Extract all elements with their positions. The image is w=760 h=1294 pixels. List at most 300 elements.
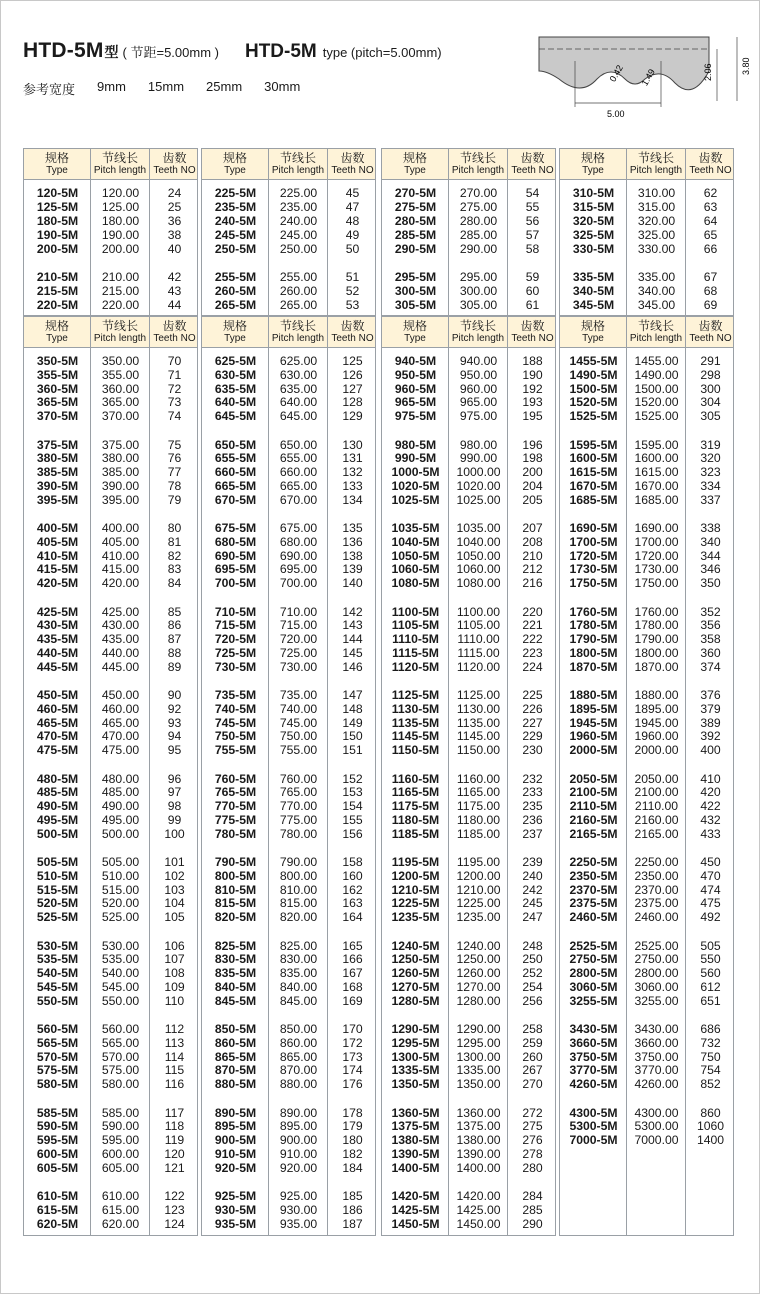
pitch-length: 920.00 xyxy=(279,1160,318,1175)
belt-type: 1180-5M xyxy=(391,812,440,827)
belt-type: 1000-5M xyxy=(391,465,440,480)
pitch-length: 1020.00 xyxy=(456,478,501,493)
pitch-length: 625.00 xyxy=(279,354,318,368)
teeth-count: 56 xyxy=(525,214,540,228)
pitch-length: 670.00 xyxy=(279,492,318,507)
pitch-length: 330.00 xyxy=(637,242,676,256)
belt-type: 2370-5M xyxy=(569,882,618,897)
table-row xyxy=(382,521,557,535)
teeth-count: 208 xyxy=(522,534,543,549)
header-type-cn: 规格 xyxy=(402,318,427,333)
belt-type: 635-5M xyxy=(214,381,257,396)
table-row xyxy=(382,939,557,953)
teeth-count: 193 xyxy=(522,395,543,410)
table-row xyxy=(24,827,199,841)
teeth-count: 226 xyxy=(522,701,543,716)
belt-type: 765-5M xyxy=(214,785,257,800)
teeth-count: 276 xyxy=(522,1133,543,1148)
pitch-length: 650.00 xyxy=(279,437,318,452)
belt-type: 1150-5M xyxy=(391,743,440,758)
pitch-length: 1455.00 xyxy=(634,354,679,368)
pitch-length: 375.00 xyxy=(101,437,140,452)
belt-type: 2800-5M xyxy=(569,966,618,981)
table-row xyxy=(24,1147,199,1161)
table-row xyxy=(560,186,735,200)
table-row xyxy=(24,813,199,827)
table-row xyxy=(202,354,377,368)
belt-type: 595-5M xyxy=(36,1133,79,1148)
belt-type: 380-5M xyxy=(36,451,79,466)
table-row xyxy=(24,1119,199,1133)
table-header xyxy=(381,148,556,180)
title-model: HTD-5M xyxy=(23,39,104,62)
table-body xyxy=(201,180,376,316)
table-row xyxy=(382,479,557,493)
pitch-length: 2165.00 xyxy=(634,826,679,841)
table-row xyxy=(202,242,377,256)
table-row xyxy=(24,409,199,423)
teeth-count: 389 xyxy=(700,715,721,730)
belt-type: 1615-5M xyxy=(569,465,618,480)
belt-type: 700-5M xyxy=(214,576,257,591)
teeth-count: 169 xyxy=(342,993,363,1008)
pitch-length: 495.00 xyxy=(101,812,140,827)
table-row xyxy=(202,1161,377,1175)
belt-type: 3060-5M xyxy=(569,979,618,994)
belt-type: 1290-5M xyxy=(391,1022,440,1036)
pitch-length: 1375.00 xyxy=(456,1119,501,1134)
belt-type: 370-5M xyxy=(36,409,79,424)
belt-type: 335-5M xyxy=(572,270,615,284)
pitch-length: 450.00 xyxy=(101,688,140,702)
pitch-length: 710.00 xyxy=(279,604,318,619)
belt-type: 5300-5M xyxy=(569,1119,618,1134)
teeth-count: 120 xyxy=(164,1146,185,1161)
table-row xyxy=(560,1036,735,1050)
table-row xyxy=(202,660,377,674)
teeth-count: 422 xyxy=(700,799,721,814)
pitch-length: 1750.00 xyxy=(634,576,679,591)
table-row xyxy=(382,632,557,646)
table-row xyxy=(382,409,557,423)
table-row xyxy=(382,228,557,242)
row-group xyxy=(560,855,735,924)
teeth-count: 254 xyxy=(522,979,543,994)
table-row xyxy=(202,702,377,716)
teeth-count: 79 xyxy=(167,492,182,507)
header-pitch-length xyxy=(91,149,150,179)
pitch-length: 1690.00 xyxy=(634,521,679,535)
table-row xyxy=(24,479,199,493)
table-row xyxy=(202,479,377,493)
belt-type: 560-5M xyxy=(36,1022,79,1036)
header-type-en: Type xyxy=(224,333,246,345)
header-teeth-no xyxy=(508,149,557,179)
table-row xyxy=(202,939,377,953)
belt-type: 1235-5M xyxy=(391,910,440,925)
pitch-length: 1235.00 xyxy=(456,910,501,925)
table-row xyxy=(24,465,199,479)
width-value: 9mm xyxy=(97,79,126,94)
teeth-count: 346 xyxy=(700,562,721,577)
pitch-length: 1180.00 xyxy=(456,812,501,827)
pitch-length: 365.00 xyxy=(101,395,140,410)
table-row xyxy=(560,438,735,452)
table-row xyxy=(382,395,557,409)
table-row xyxy=(560,451,735,465)
header-type xyxy=(560,317,627,347)
teeth-count: 260 xyxy=(522,1049,543,1064)
pitch-length: 2350.00 xyxy=(634,868,679,883)
table-row xyxy=(202,562,377,576)
teeth-count: 256 xyxy=(522,993,543,1008)
header-pitch-length-en: Pitch length xyxy=(93,165,147,177)
belt-type: 510-5M xyxy=(36,868,79,883)
belt-type: 440-5M xyxy=(36,645,79,660)
belt-type: 2375-5M xyxy=(569,896,618,911)
table-header xyxy=(201,148,376,180)
table-row xyxy=(560,869,735,883)
teeth-count: 74 xyxy=(167,409,182,424)
teeth-count: 320 xyxy=(700,451,721,466)
teeth-count: 99 xyxy=(167,812,182,827)
belt-type: 735-5M xyxy=(214,688,257,702)
teeth-count: 267 xyxy=(522,1063,543,1078)
pitch-length: 1450.00 xyxy=(456,1216,501,1231)
pitch-length: 1035.00 xyxy=(456,521,501,535)
belt-type: 1525-5M xyxy=(569,409,618,424)
teeth-count: 73 xyxy=(167,395,182,410)
table-row xyxy=(560,605,735,619)
header-pitch-length xyxy=(627,149,686,179)
belt-type: 1300-5M xyxy=(391,1049,440,1064)
row-group xyxy=(560,1106,735,1147)
belt-type: 575-5M xyxy=(36,1063,79,1078)
belt-type: 450-5M xyxy=(36,688,79,702)
teeth-count: 376 xyxy=(700,688,721,702)
belt-type: 270-5M xyxy=(394,186,437,200)
belt-type: 580-5M xyxy=(36,1077,79,1092)
table-row xyxy=(560,382,735,396)
header-teeth-no-cn: 齿数 xyxy=(340,318,365,333)
table-row xyxy=(202,186,377,200)
teeth-count: 138 xyxy=(342,548,363,563)
table-row xyxy=(24,799,199,813)
pitch-length: 740.00 xyxy=(279,701,318,716)
table-row xyxy=(382,576,557,590)
pitch-length: 835.00 xyxy=(279,966,318,981)
table-row xyxy=(560,785,735,799)
table-row xyxy=(24,743,199,757)
table-row xyxy=(560,395,735,409)
belt-type: 530-5M xyxy=(36,938,79,953)
teeth-count: 258 xyxy=(522,1022,543,1036)
width-label: 参考宽度 xyxy=(23,82,76,97)
table-row xyxy=(382,785,557,799)
pitch-length: 590.00 xyxy=(101,1119,140,1134)
teeth-count: 216 xyxy=(522,576,543,591)
pitch-length: 1685.00 xyxy=(634,492,679,507)
row-group xyxy=(24,1106,199,1175)
header-type-cn: 规格 xyxy=(44,150,69,165)
pitch-length: 490.00 xyxy=(101,799,140,814)
teeth-count: 134 xyxy=(342,492,363,507)
pitch-length: 405.00 xyxy=(101,534,140,549)
table-row xyxy=(382,186,557,200)
pitch-length: 910.00 xyxy=(279,1146,318,1161)
table-row xyxy=(560,1022,735,1036)
table-row xyxy=(24,1133,199,1147)
pitch-length: 1420.00 xyxy=(456,1189,501,1203)
belt-type: 670-5M xyxy=(214,492,257,507)
teeth-count: 174 xyxy=(342,1063,363,1078)
pitch-length: 345.00 xyxy=(637,298,676,312)
pitch-length: 840.00 xyxy=(279,979,318,994)
belt-type: 610-5M xyxy=(36,1189,79,1203)
header-teeth-no xyxy=(328,317,377,347)
teeth-count: 81 xyxy=(167,534,182,549)
belt-type: 1260-5M xyxy=(391,966,440,981)
size-table xyxy=(201,148,376,316)
table-row xyxy=(24,646,199,660)
table-row xyxy=(382,368,557,382)
belt-type: 1390-5M xyxy=(391,1146,440,1161)
header-type-en: Type xyxy=(224,165,246,177)
pitch-length: 850.00 xyxy=(279,1022,318,1036)
row-group xyxy=(202,1022,377,1091)
teeth-count: 164 xyxy=(342,910,363,925)
header-type-cn: 规格 xyxy=(222,150,247,165)
belt-type: 1375-5M xyxy=(391,1119,440,1134)
teeth-count: 278 xyxy=(522,1146,543,1161)
row-group xyxy=(24,605,199,674)
header-teeth-no-cn: 齿数 xyxy=(698,150,723,165)
belt-type: 3750-5M xyxy=(569,1049,618,1064)
table-row xyxy=(24,716,199,730)
pitch-length: 695.00 xyxy=(279,562,318,577)
header-pitch-length-en: Pitch length xyxy=(629,333,683,345)
teeth-count: 108 xyxy=(164,966,185,981)
belt-type: 730-5M xyxy=(214,659,257,674)
pitch-length: 690.00 xyxy=(279,548,318,563)
table-row xyxy=(382,883,557,897)
belt-type: 355-5M xyxy=(36,367,79,382)
table-row xyxy=(202,576,377,590)
belt-type: 395-5M xyxy=(36,492,79,507)
pitch-length: 1670.00 xyxy=(634,478,679,493)
header-teeth-no xyxy=(508,317,557,347)
belt-type: 1800-5M xyxy=(569,645,618,660)
table-row xyxy=(560,562,735,576)
row-group xyxy=(202,186,377,256)
belt-type: 495-5M xyxy=(36,812,79,827)
pitch-length: 780.00 xyxy=(279,826,318,841)
dim-total: 3.80 xyxy=(741,57,751,75)
table-row xyxy=(382,1147,557,1161)
teeth-count: 180 xyxy=(342,1133,363,1148)
table-row xyxy=(24,702,199,716)
header-pitch-length-cn: 节线长 xyxy=(459,150,496,165)
header-teeth-no-en: Teeth NO xyxy=(331,165,374,177)
pitch-length: 515.00 xyxy=(101,882,140,897)
pitch-length: 760.00 xyxy=(279,771,318,786)
teeth-count: 163 xyxy=(342,896,363,911)
teeth-count: 63 xyxy=(703,200,718,214)
teeth-count: 167 xyxy=(342,966,363,981)
table-body xyxy=(201,348,376,1236)
belt-type: 1105-5M xyxy=(391,618,440,633)
table-row xyxy=(560,966,735,980)
pitch-length: 2110.00 xyxy=(634,799,679,814)
teeth-count: 131 xyxy=(342,451,363,466)
table-row xyxy=(560,242,735,256)
table-row xyxy=(382,1077,557,1091)
pitch-length: 1280.00 xyxy=(456,993,501,1008)
pitch-length: 1270.00 xyxy=(456,979,501,994)
pitch-length: 825.00 xyxy=(279,938,318,953)
table-row xyxy=(24,200,199,214)
belt-type: 890-5M xyxy=(214,1105,257,1120)
table-row xyxy=(24,451,199,465)
belt-type: 460-5M xyxy=(36,701,79,716)
header-type-en: Type xyxy=(582,165,604,177)
belt-type: 535-5M xyxy=(36,952,79,967)
table-body xyxy=(23,348,198,1236)
teeth-count: 250 xyxy=(522,952,543,967)
teeth-count: 235 xyxy=(522,799,543,814)
table-row xyxy=(382,980,557,994)
teeth-count: 651 xyxy=(700,993,721,1008)
belt-type: 675-5M xyxy=(214,521,257,535)
belt-type: 1335-5M xyxy=(391,1063,440,1078)
belt-type: 1120-5M xyxy=(391,659,440,674)
belt-type: 1145-5M xyxy=(391,729,440,744)
pitch-length: 1500.00 xyxy=(634,381,679,396)
pitch-length: 5300.00 xyxy=(634,1119,679,1134)
belt-type: 430-5M xyxy=(36,618,79,633)
width-value: 30mm xyxy=(264,79,301,94)
teeth-count: 66 xyxy=(703,242,718,256)
table-row xyxy=(560,493,735,507)
teeth-count: 492 xyxy=(700,910,721,925)
teeth-count: 107 xyxy=(164,952,185,967)
table-row xyxy=(202,772,377,786)
teeth-count: 432 xyxy=(700,812,721,827)
header-pitch-length-en: Pitch length xyxy=(93,333,147,345)
table-row xyxy=(24,1077,199,1091)
pitch-length: 560.00 xyxy=(101,1022,140,1036)
pitch-length: 725.00 xyxy=(279,645,318,660)
belt-type: 260-5M xyxy=(214,284,257,298)
pitch-length: 940.00 xyxy=(459,354,498,368)
pitch-length: 765.00 xyxy=(279,785,318,800)
table-row xyxy=(202,1217,377,1231)
belt-type: 125-5M xyxy=(36,200,79,214)
header-teeth-no-en: Teeth NO xyxy=(331,333,374,345)
table-row xyxy=(24,1161,199,1175)
pitch-length: 300.00 xyxy=(459,284,498,298)
belt-type: 1500-5M xyxy=(569,381,618,396)
table-row xyxy=(560,214,735,228)
belt-type: 605-5M xyxy=(36,1160,79,1175)
pitch-length: 520.00 xyxy=(101,896,140,911)
table-row xyxy=(382,729,557,743)
table-row xyxy=(202,618,377,632)
belt-type: 1960-5M xyxy=(569,729,618,744)
teeth-count: 100 xyxy=(164,826,185,841)
teeth-count: 192 xyxy=(522,381,543,396)
belt-type: 290-5M xyxy=(394,242,437,256)
belt-type: 425-5M xyxy=(36,604,79,619)
table-row xyxy=(202,605,377,619)
table-row xyxy=(202,1022,377,1036)
belt-type: 1520-5M xyxy=(569,395,618,410)
row-group xyxy=(382,855,557,924)
header-pitch-length-cn: 节线长 xyxy=(279,318,316,333)
belt-type: 695-5M xyxy=(214,562,257,577)
table-row xyxy=(202,994,377,1008)
pitch-length: 465.00 xyxy=(101,715,140,730)
pitch-length: 1425.00 xyxy=(456,1202,501,1217)
table-row xyxy=(382,1217,557,1231)
pitch-length: 575.00 xyxy=(101,1063,140,1078)
table-row xyxy=(24,535,199,549)
pitch-length: 605.00 xyxy=(101,1160,140,1175)
pitch-length: 1050.00 xyxy=(456,548,501,563)
teeth-count: 42 xyxy=(167,270,182,284)
belt-type: 400-5M xyxy=(36,521,79,535)
teeth-count: 147 xyxy=(342,688,363,702)
pitch-length: 750.00 xyxy=(279,729,318,744)
table-row xyxy=(24,1106,199,1120)
teeth-count: 259 xyxy=(522,1035,543,1050)
teeth-count: 136 xyxy=(342,534,363,549)
belt-type: 375-5M xyxy=(36,437,79,452)
belt-type: 1670-5M xyxy=(569,478,618,493)
teeth-count: 62 xyxy=(703,186,718,200)
belt-type: 800-5M xyxy=(214,868,257,883)
pitch-length: 860.00 xyxy=(279,1035,318,1050)
pitch-length: 1615.00 xyxy=(634,465,679,480)
table-row xyxy=(560,270,735,284)
header-type xyxy=(202,149,269,179)
teeth-count: 220 xyxy=(522,604,543,619)
header-teeth-no-en: Teeth NO xyxy=(511,165,554,177)
teeth-count: 139 xyxy=(342,562,363,577)
header-type-cn: 规格 xyxy=(222,318,247,333)
pitch-length: 505.00 xyxy=(101,855,140,869)
belt-type: 780-5M xyxy=(214,826,257,841)
pitch-length: 1110.00 xyxy=(457,632,500,647)
teeth-count: 152 xyxy=(342,771,363,786)
belt-type: 2250-5M xyxy=(569,855,618,869)
belt-type: 265-5M xyxy=(214,298,257,312)
teeth-count: 356 xyxy=(700,618,721,633)
pitch-length: 3750.00 xyxy=(634,1049,679,1064)
pitch-length: 775.00 xyxy=(279,812,318,827)
table-row xyxy=(560,952,735,966)
table-row xyxy=(202,1189,377,1203)
pitch-length: 2750.00 xyxy=(634,952,679,967)
belt-type: 2350-5M xyxy=(569,868,618,883)
teeth-count: 221 xyxy=(522,618,543,633)
teeth-count: 114 xyxy=(164,1049,185,1064)
pitch-length: 380.00 xyxy=(101,451,140,466)
teeth-count: 119 xyxy=(164,1133,185,1148)
header-type-en: Type xyxy=(46,165,68,177)
belt-type: 420-5M xyxy=(36,576,79,591)
belt-type: 120-5M xyxy=(36,186,79,200)
